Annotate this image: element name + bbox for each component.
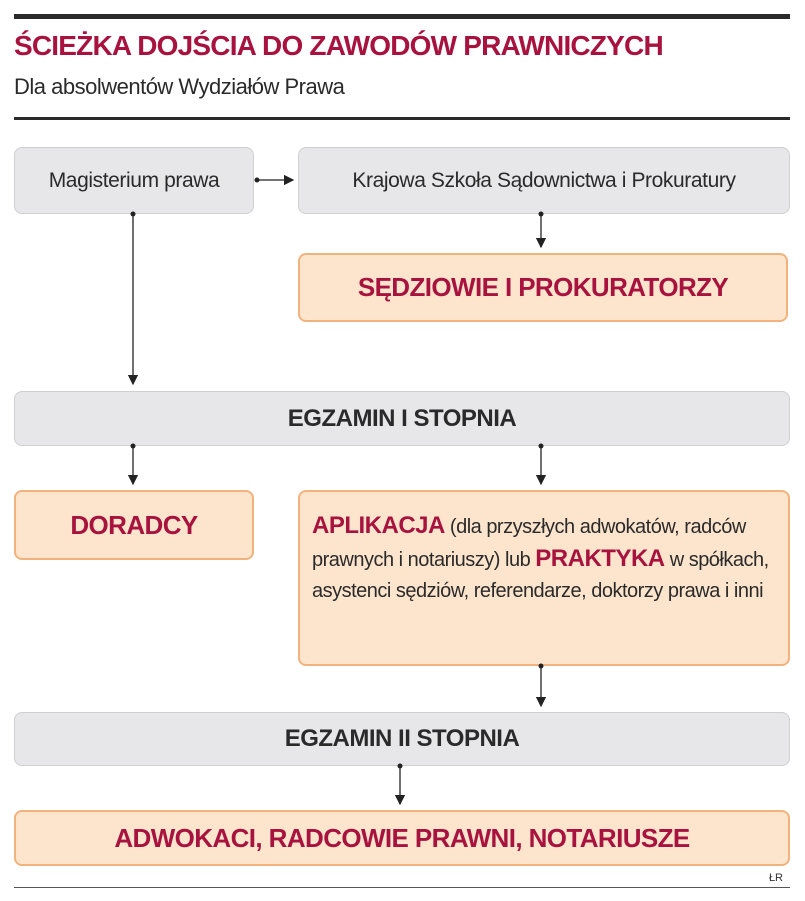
node-label: SĘDZIOWIE I PROKURATORZY	[357, 272, 729, 302]
aplikacja-label: APLIKACJA	[312, 512, 445, 539]
node-label: ADWOKACI, RADCOWIE PRAWNI, NOTARIUSZE	[114, 822, 690, 853]
node-label: DORADCY	[70, 509, 198, 540]
node-label: Magisterium prawa	[48, 168, 220, 192]
credit: ŁR	[768, 872, 783, 884]
page-subtitle: Dla absolwentów Wydziałów Prawa	[14, 74, 345, 99]
praktyka-text: w spółkach, asystenci sędziów, referendarze, doktorzy prawa i inni	[312, 549, 769, 602]
node-label: EGZAMIN II STOPNIA	[284, 725, 520, 752]
bottom-rule	[14, 887, 790, 888]
aplikacja-text: (dla przyszłych adwokatów, radców prawnych i notariuszy) lub	[312, 516, 746, 571]
praktyka-label: PRAKTYKA	[535, 545, 665, 572]
node-label: Krajowa Szkoła Sądownictwa i Prokuratury	[352, 168, 736, 192]
page-title: ŚCIEŻKA DOJŚCIA DO ZAWODÓW PRAWNICZYCH	[14, 30, 663, 61]
node-label: EGZAMIN I STOPNIA	[287, 404, 517, 432]
